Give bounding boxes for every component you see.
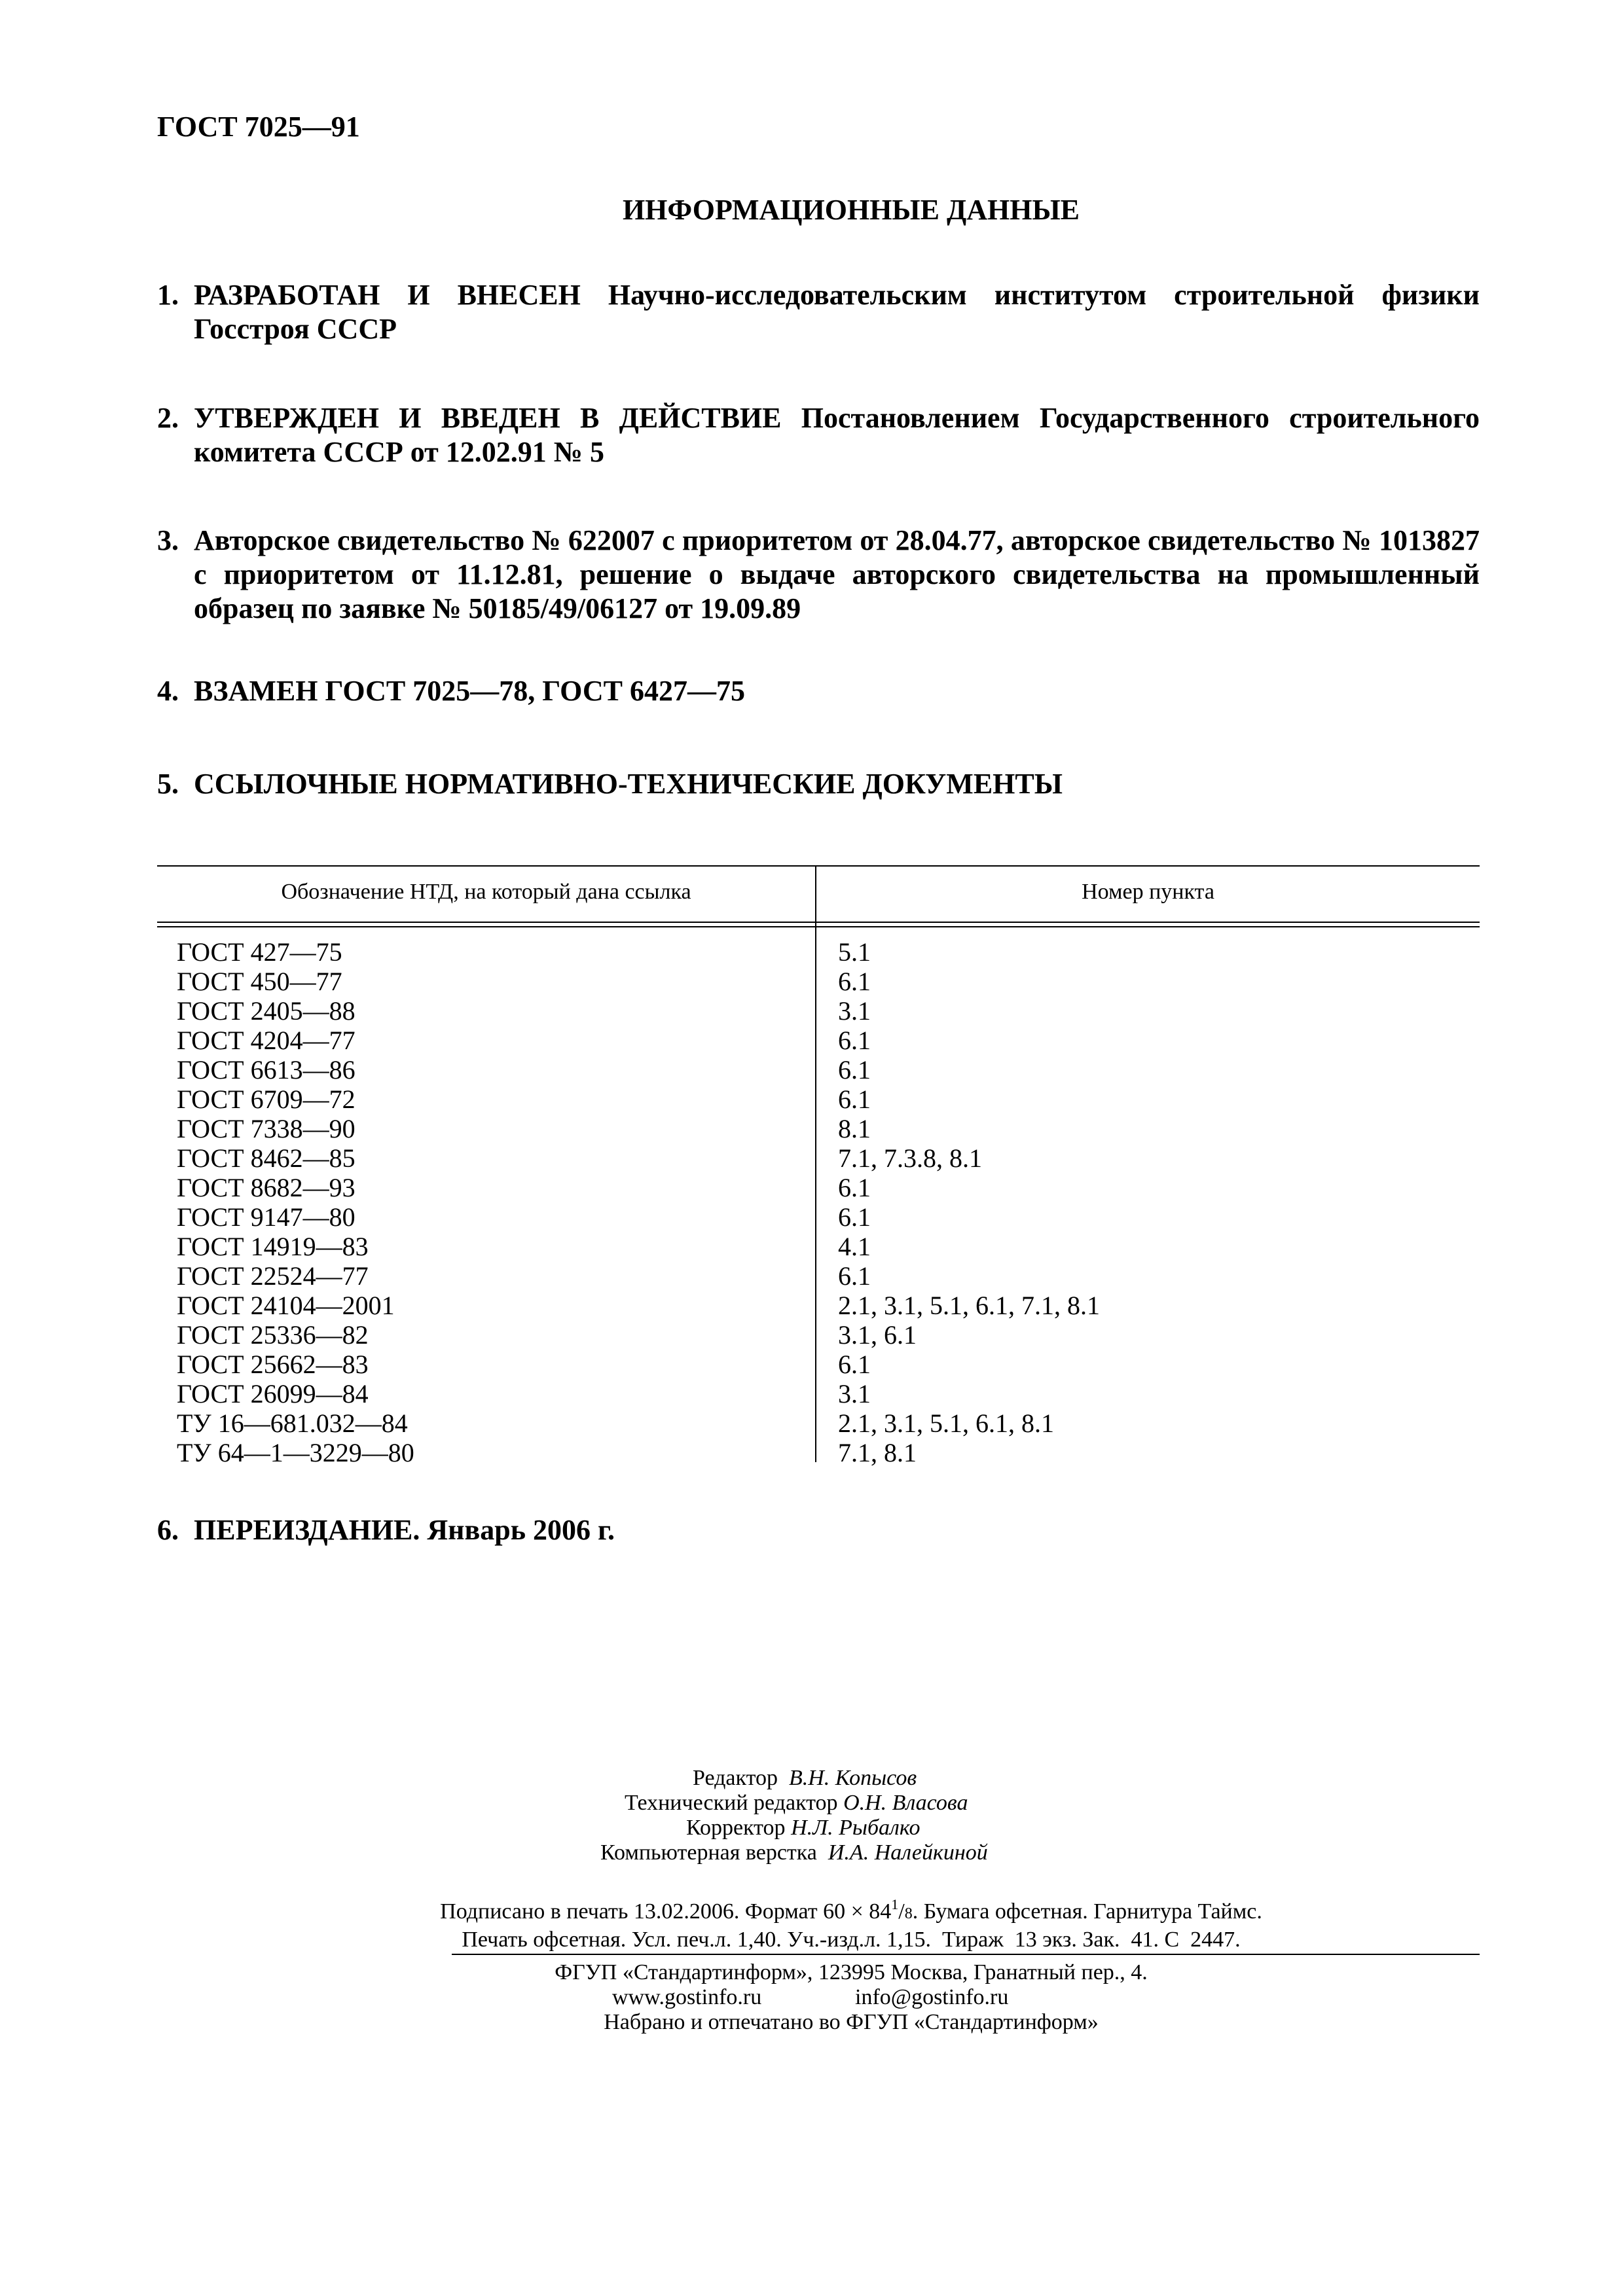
table-header-clause: Номер пункта bbox=[1082, 880, 1214, 904]
imprint-line-2: Печать офсетная. Усл. печ.л. 1,40. Уч.-изд.л. 1,15. Тираж 13 экз. Зак. 41. С 2447. bbox=[462, 1928, 1241, 1952]
table-cell-clause: 7.1, 7.3.8, 8.1 bbox=[838, 1143, 982, 1173]
publisher-contacts bbox=[0, 1985, 1623, 2010]
table-header-document: Обозначение НТД, на который дана ссылка bbox=[281, 880, 691, 904]
table-column-clauses bbox=[838, 937, 1100, 1467]
item-text: Авторское свидетельство № 622007 с приоритетом от 28.04.77, авторское свидетельство № 1013827 с приоритетом от 11.12.81, решение о выдаче авторского свидетельства на промышленный образец по заявке № 50185/49/06127 от 19.09.89 bbox=[194, 524, 1480, 624]
table-cell-document: ГОСТ 6709—72 bbox=[177, 1085, 356, 1114]
table-cell-clause: 5.1 bbox=[838, 937, 871, 967]
item-text: Январь 2006 г. bbox=[420, 1514, 615, 1546]
publisher-email[interactable]: info@gostinfo.ru bbox=[855, 1985, 1009, 2009]
publisher-printer: Набрано и отпечатано во ФГУП «Стандартинформ» bbox=[604, 2010, 1099, 2034]
credit-tech-editor bbox=[625, 1791, 968, 1816]
table-cell-clause: 8.1 bbox=[838, 1114, 871, 1143]
table-cell-document: ГОСТ 9147—80 bbox=[177, 1202, 356, 1232]
table-column-divider bbox=[815, 865, 816, 1462]
table-top-rule bbox=[157, 865, 1480, 867]
item-lead: ССЫЛОЧНЫЕ НОРМАТИВНО-ТЕХНИЧЕСКИЕ ДОКУМЕНТЫ bbox=[194, 768, 1063, 800]
imprint-line-1 bbox=[0, 1892, 1623, 1927]
item-lead: ПЕРЕИЗДАНИЕ. bbox=[194, 1514, 420, 1546]
table-cell-document: ГОСТ 14919—83 bbox=[177, 1232, 369, 1261]
table-cell-clause: 6.1 bbox=[838, 1261, 871, 1291]
info-item-3 bbox=[157, 524, 1480, 626]
imprint-rule bbox=[452, 1954, 1480, 1955]
table-cell-document: ГОСТ 450—77 bbox=[177, 967, 342, 996]
table-cell-document: ГОСТ 8462—85 bbox=[177, 1143, 356, 1173]
credit-label: Редактор bbox=[693, 1766, 778, 1790]
item-number: 3. bbox=[157, 524, 179, 556]
imprint-sup: 1 bbox=[891, 1896, 899, 1912]
credit-label: Корректор bbox=[686, 1816, 786, 1840]
info-item-5 bbox=[157, 767, 1480, 801]
table-cell-document: ГОСТ 6613—86 bbox=[177, 1055, 356, 1085]
table-cell-clause: 6.1 bbox=[838, 1350, 871, 1379]
table-cell-clause: 3.1 bbox=[838, 996, 871, 1026]
table-cell-document: ГОСТ 22524—77 bbox=[177, 1261, 369, 1291]
table-cell-clause: 3.1 bbox=[838, 1379, 871, 1408]
credit-name: Н.Л. Рыбалко bbox=[791, 1816, 921, 1840]
item-lead: УТВЕРЖДЕН И ВВЕДЕН В ДЕЙСТВИЕ bbox=[194, 402, 782, 434]
table-cell-clause: 6.1 bbox=[838, 1173, 871, 1202]
item-number: 4. bbox=[157, 675, 179, 707]
table-column-documents bbox=[177, 937, 414, 1467]
publisher-website[interactable]: www.gostinfo.ru bbox=[612, 1985, 762, 2009]
table-cell-document: ГОСТ 25336—82 bbox=[177, 1320, 369, 1350]
info-item-1 bbox=[157, 278, 1480, 346]
imprint-slash: / bbox=[898, 1899, 905, 1924]
item-number: 6. bbox=[157, 1514, 179, 1546]
info-item-4 bbox=[157, 674, 1480, 708]
table-cell-document: ГОСТ 427—75 bbox=[177, 937, 342, 967]
table-cell-document: ГОСТ 8682—93 bbox=[177, 1173, 356, 1202]
credit-layout bbox=[600, 1840, 988, 1865]
document-code: ГОСТ 7025—91 bbox=[157, 111, 360, 143]
imprint-sub: 8 bbox=[904, 1905, 913, 1922]
table-cell-document: ГОСТ 4204—77 bbox=[177, 1026, 356, 1055]
table-cell-clause: 2.1, 3.1, 5.1, 6.1, 7.1, 8.1 bbox=[838, 1291, 1100, 1320]
table-cell-clause: 6.1 bbox=[838, 1202, 871, 1232]
table-cell-clause: 6.1 bbox=[838, 1055, 871, 1085]
imprint-block bbox=[0, 1892, 1623, 1953]
table-cell-clause: 3.1, 6.1 bbox=[838, 1320, 917, 1350]
item-number: 2. bbox=[157, 402, 179, 434]
item-number: 5. bbox=[157, 768, 179, 800]
table-header-rule bbox=[157, 926, 1480, 927]
publisher-block bbox=[0, 1960, 1623, 2035]
item-text: Научно-исследовательским институтом строительной физики Госстроя СССР bbox=[194, 279, 1480, 345]
credit-label: Технический редактор bbox=[625, 1791, 838, 1815]
table-cell-clause: 6.1 bbox=[838, 1085, 871, 1114]
table-cell-document: ТУ 16—681.032—84 bbox=[177, 1408, 408, 1438]
publisher-address: ФГУП «Стандартинформ», 123995 Москва, Гранатный пер., 4. bbox=[555, 1960, 1148, 1984]
credit-name: В.Н. Копысов bbox=[788, 1766, 917, 1790]
table-cell-document: ГОСТ 2405—88 bbox=[177, 996, 356, 1026]
table-cell-clause: 2.1, 3.1, 5.1, 6.1, 8.1 bbox=[838, 1408, 1054, 1438]
credit-label: Компьютерная верстка bbox=[600, 1840, 817, 1865]
item-number: 1. bbox=[157, 279, 179, 311]
info-item-6 bbox=[157, 1513, 1480, 1547]
table-header-rule bbox=[157, 922, 1480, 923]
page-title: ИНФОРМАЦИОННЫЕ ДАННЫЕ bbox=[622, 194, 1080, 226]
item-lead: РАЗРАБОТАН И ВНЕСЕН bbox=[194, 279, 581, 311]
table-cell-document: ГОСТ 24104—2001 bbox=[177, 1291, 395, 1320]
info-item-2 bbox=[157, 401, 1480, 469]
table-cell-document: ГОСТ 25662—83 bbox=[177, 1350, 369, 1379]
item-text: Постановлением Государственного строительного комитета СССР от 12.02.91 № 5 bbox=[194, 402, 1480, 468]
table-cell-clause: 6.1 bbox=[838, 967, 871, 996]
credit-name: О.Н. Власова bbox=[843, 1791, 968, 1815]
table-cell-document: ГОСТ 26099—84 bbox=[177, 1379, 369, 1408]
credit-editor bbox=[693, 1766, 917, 1791]
imprint-text: . Бумага офсетная. Гарнитура Таймс. bbox=[912, 1899, 1262, 1924]
table-cell-clause: 4.1 bbox=[838, 1232, 871, 1261]
credit-name: И.А. Налейкиной bbox=[828, 1840, 988, 1865]
table-cell-document: ГОСТ 7338—90 bbox=[177, 1114, 356, 1143]
table-cell-document: ТУ 64—1—3229—80 bbox=[177, 1438, 414, 1467]
credit-proofreader bbox=[686, 1816, 920, 1840]
table-cell-clause: 7.1, 8.1 bbox=[838, 1438, 917, 1467]
imprint-text: Подписано в печать 13.02.2006. Формат 60 × 84 bbox=[440, 1899, 892, 1924]
table-cell-clause: 6.1 bbox=[838, 1026, 871, 1055]
item-lead: ВЗАМЕН ГОСТ 7025—78, ГОСТ 6427—75 bbox=[194, 675, 746, 707]
